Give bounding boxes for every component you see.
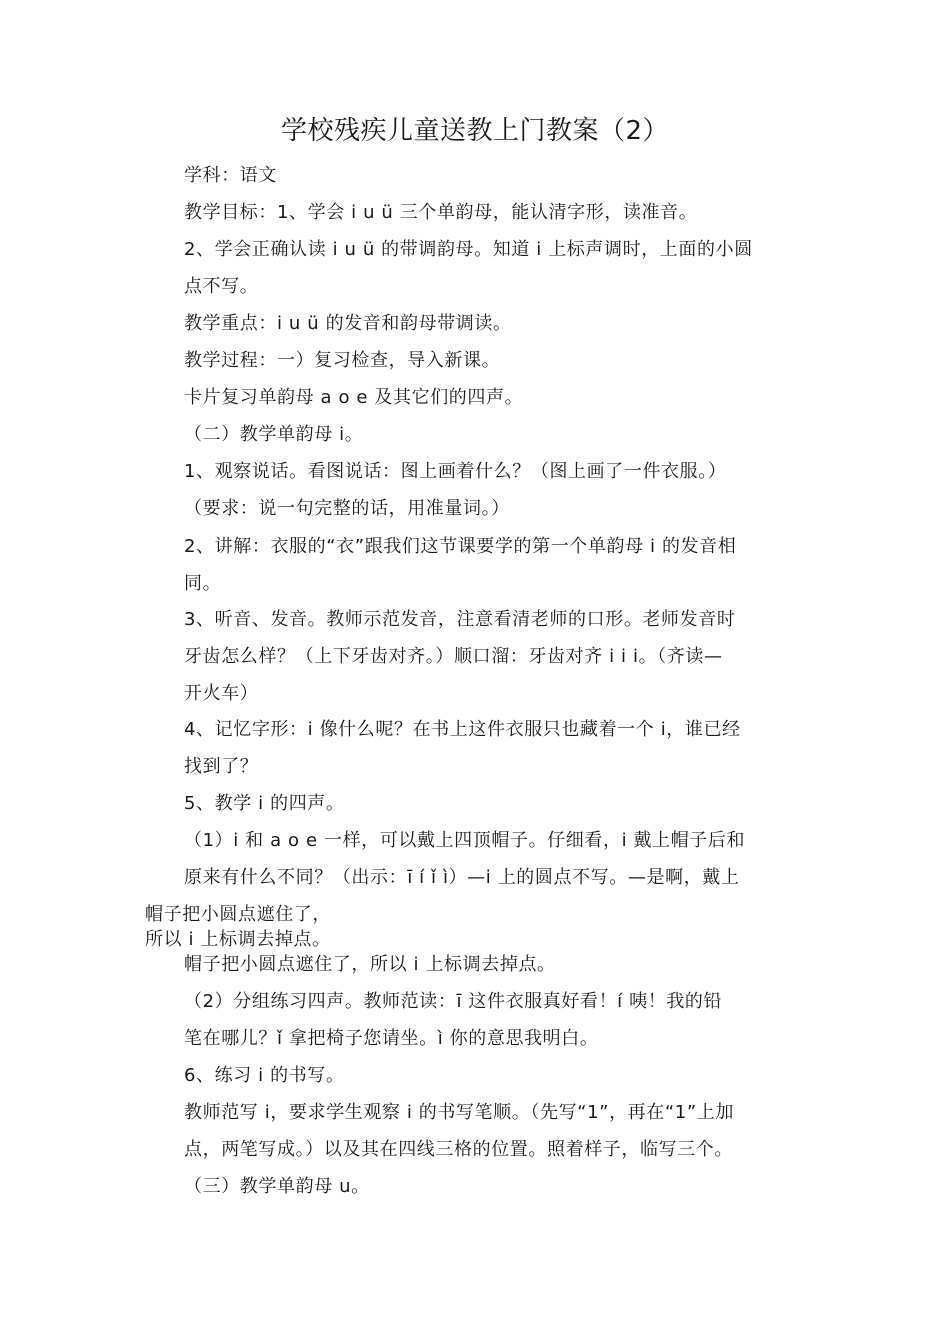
step-6-line-1: 教师范写 i，要求学生观察 i 的书写笔顺。（先写“1”，再在“1”上加 [184,1102,734,1123]
section-two-heading: （二）教学单韵母 i。 [184,424,364,445]
subject-line: 学科：语文 [184,165,277,186]
step-5-heading: 5、教学 i 的四声。 [184,793,345,814]
step-5-item-1-line-1: （1）i 和 a o e 一样，可以戴上四顶帽子。仔细看，i 戴上帽子后和 [184,830,746,851]
step-1-line-2: （要求：说一句完整的话，用准量词。） [184,498,510,519]
objective-line-1: 教学目标：1、学会 i u ü 三个单韵母，能认清字形，读准音。 [184,202,698,223]
key-points-line: 教学重点：i u ü 的发音和韵母带调读。 [184,313,512,334]
step-5-item-2-line-1: （2）分组练习四声。教师范读：ī 这件衣服真好看！í 咦！我的铅 [184,991,723,1012]
step-2-line-1: 2、讲解：衣服的“衣”跟我们这节课要学的第一个单韵母 i 的发音相 [184,536,737,557]
objective-line-3: 点不写。 [184,276,259,297]
step-5-item-1-line-2: 原来有什么不同？（出示：ī í ǐ ì）—i 上的圆点不写。—是啊，戴上 [184,867,740,888]
step-5-item-2-line-2: 笔在哪儿？ǐ 拿把椅子您请坐。ì 你的意思我明白。 [184,1028,599,1049]
step-3-line-2: 牙齿怎么样？（上下牙齿对齐。）顺口溜：牙齿对齐 i i i。（齐读— [184,646,723,667]
step-4-line-2: 找到了？ [184,756,259,777]
step-6-heading: 6、练习 i 的书写。 [184,1065,345,1086]
section-three-heading: （三）教学单韵母 u。 [184,1176,370,1197]
step-2-line-2: 同。 [184,573,222,594]
step-4-line-1: 4、记忆字形：i 像什么呢？在书上这件衣服只也藏着一个 i，谁已经 [184,719,741,740]
page-title: 学校残疾儿童送教上门教案（2） [280,116,670,146]
step-6-line-2: 点，两笔写成。）以及其在四线三格的位置。照着样子，临写三个。 [184,1139,733,1160]
step-1-line-1: 1、观察说话。看图说话：图上画着什么？（图上画了一件衣服。） [184,461,727,482]
step-5-item-1-line-4: 所以 i 上标调去掉点。 [145,929,331,950]
step-3-line-1: 3、听音、发音。教师示范发音，注意看清老师的口形。老师发音时 [184,609,736,630]
step-5-item-1-line-5: 帽子把小圆点遮住了，所以 i 上标调去掉点。 [184,954,556,975]
step-5-item-1-line-3: 帽子把小圆点遮住了， [145,904,331,925]
review-line: 卡片复习单韵母 a o e 及其它们的四声。 [184,387,524,408]
process-line: 教学过程：一）复习检查，导入新课。 [184,350,501,371]
objective-line-2: 2、学会正确认读 i u ü 的带调韵母。知道 i 上标声调时，上面的小圆 [184,239,753,260]
step-3-line-3: 开火车） [184,683,259,704]
